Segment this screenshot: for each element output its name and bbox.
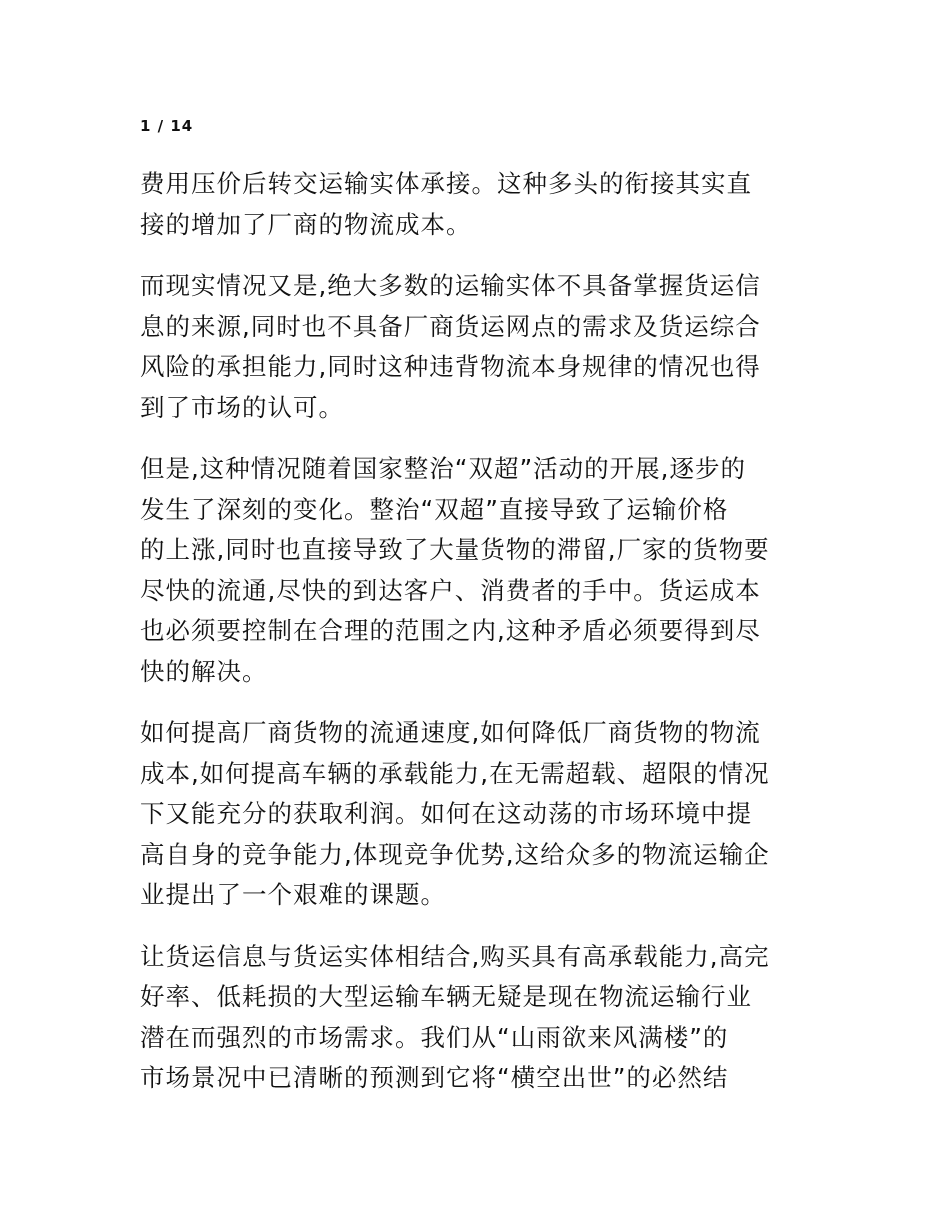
- text-line: 而现实情况又是,绝大多数的运输实体不具备掌握货运信: [140, 271, 761, 300]
- text-line: 让货运信息与货运实体相结合,购买具有高承载能力,高完: [140, 941, 770, 971]
- document-page: [140, 112, 815, 1120]
- text-line: 到了市场的认可。: [140, 392, 344, 422]
- text-line: 业提出了一个艰难的课题。: [140, 880, 446, 909]
- text-line: 风险的承担能力,同时这种违背物流本身规律的情况也得: [140, 352, 761, 381]
- paragraph-3: [140, 449, 815, 692]
- text-line: 费用压价后转交运输实体承接。这种多头的衔接其实直: [140, 169, 752, 198]
- text-line: 尽快的流通,尽快的到达客户、消费者的手中。货运成本: [140, 575, 761, 605]
- text-line: 好率、低耗损的大型运输车辆无疑是现在物流运输行业: [140, 982, 752, 1011]
- text-line: 接的增加了厂商的物流成本。: [140, 209, 472, 239]
- paragraph-1: [140, 164, 815, 245]
- text-line: 的上涨,同时也直接导致了大量货物的滞留,厂家的货物要: [140, 535, 770, 564]
- text-line: 潜在而强烈的市场需求。我们从“山雨欲来风满楼”的: [140, 1022, 729, 1052]
- text-line: 市场景况中已清晰的预测到它将“横空出世”的必然结: [140, 1063, 729, 1092]
- text-line: 高自身的竞争能力,体现竞争优势,这给众多的物流运输企: [140, 839, 770, 869]
- text-line: 发生了深刻的变化。整治“双超”直接导致了运输价格: [140, 494, 729, 524]
- text-line: 但是,这种情况随着国家整治“双超”活动的开展,逐步的: [140, 454, 746, 483]
- paragraph-4: [140, 713, 815, 916]
- text-line: 也必须要控制在合理的范围之内,这种矛盾必须要得到尽: [140, 616, 761, 645]
- text-line: 如何提高厂商货物的流通速度,如何降低厂商货物的物流: [140, 718, 761, 747]
- paragraph-5: [140, 937, 815, 1099]
- text-line: 下又能充分的获取利润。如何在这动荡的市场环境中提: [140, 799, 752, 828]
- text-line: 成本,如何提高车辆的承载能力,在无需超载、超限的情况: [140, 758, 770, 788]
- page-number: 1 / 14: [140, 117, 194, 135]
- text-line: 息的来源,同时也不具备厂商货运网点的需求及货运综合: [140, 311, 761, 341]
- paragraph-2: [140, 266, 815, 428]
- text-line: 快的解决。: [140, 656, 268, 686]
